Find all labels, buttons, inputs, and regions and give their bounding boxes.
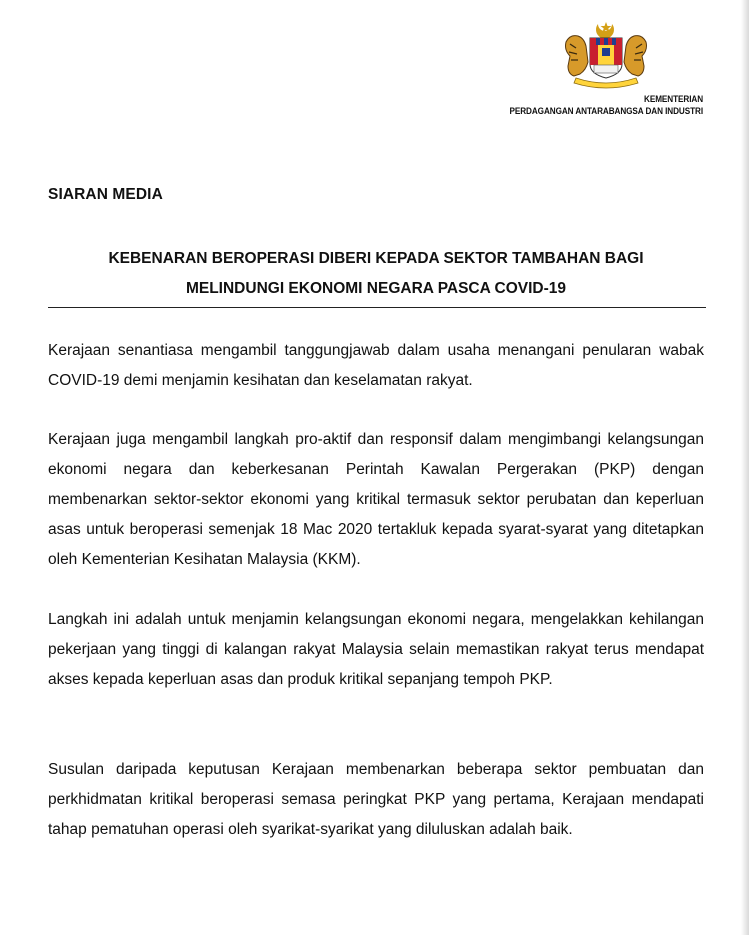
document-label: SIARAN MEDIA bbox=[48, 186, 163, 203]
document-title bbox=[48, 244, 704, 304]
paragraph-1: Kerajaan senantiasa mengambil tanggungjawab dalam usaha menangani penularan wabak COVID-19 demi menjamin kesihatan dan keselamatan rakyat. bbox=[48, 342, 704, 389]
paragraph-2: Kerajaan juga mengambil langkah pro-aktif dan responsif dalam mengimbangi kelangsungan ekonomi negara dan keberkesanan Perintah Kawalan Pergerakan (PKP) dengan membenarkan sektor-sektor ekonomi yang kritikal termasuk sektor perubatan dan keperluan asas untuk beroperasi semenjak 18 Mac 2020 tertakluk kepada syarat-syarat yang ditetapkan oleh Kementerian Kesihatan Malaysia (KKM). bbox=[48, 431, 704, 568]
title-divider bbox=[48, 307, 706, 308]
paragraph-3: Langkah ini adalah untuk menjamin kelangsungan ekonomi negara, mengelakkan kehilangan pekerjaan yang tinggi di kalangan rakyat Malaysia selain memastikan rakyat terus mendapat akses kepada keperluan asas dan produk kritikal sepanjang tempoh PKP. bbox=[48, 611, 704, 688]
document-title-line2: MELINDUNGI EKONOMI NEGARA PASCA COVID-19 bbox=[185, 280, 567, 297]
ministry-name bbox=[509, 94, 703, 118]
malaysia-coat-of-arms-icon bbox=[558, 20, 654, 90]
paragraph-4: Susulan daripada keputusan Kerajaan membenarkan beberapa sektor pembuatan dan perkhidmatan kritikal beroperasi semasa peringkat PKP yang pertama, Kerajaan mendapati tahap pematuhan operasi oleh syarikat-syarikat yang diluluskan adalah baik. bbox=[48, 761, 704, 838]
ministry-name-line2: PERDAGANGAN ANTARABANGSA DAN INDUSTRI bbox=[509, 106, 703, 117]
ministry-name-line1: KEMENTERIAN bbox=[644, 94, 703, 105]
page-edge-shadow bbox=[741, 0, 749, 935]
document-title-line1: KEBENARAN BEROPERASI DIBERI KEPADA SEKTOR TAMBAHAN BAGI bbox=[108, 250, 644, 267]
